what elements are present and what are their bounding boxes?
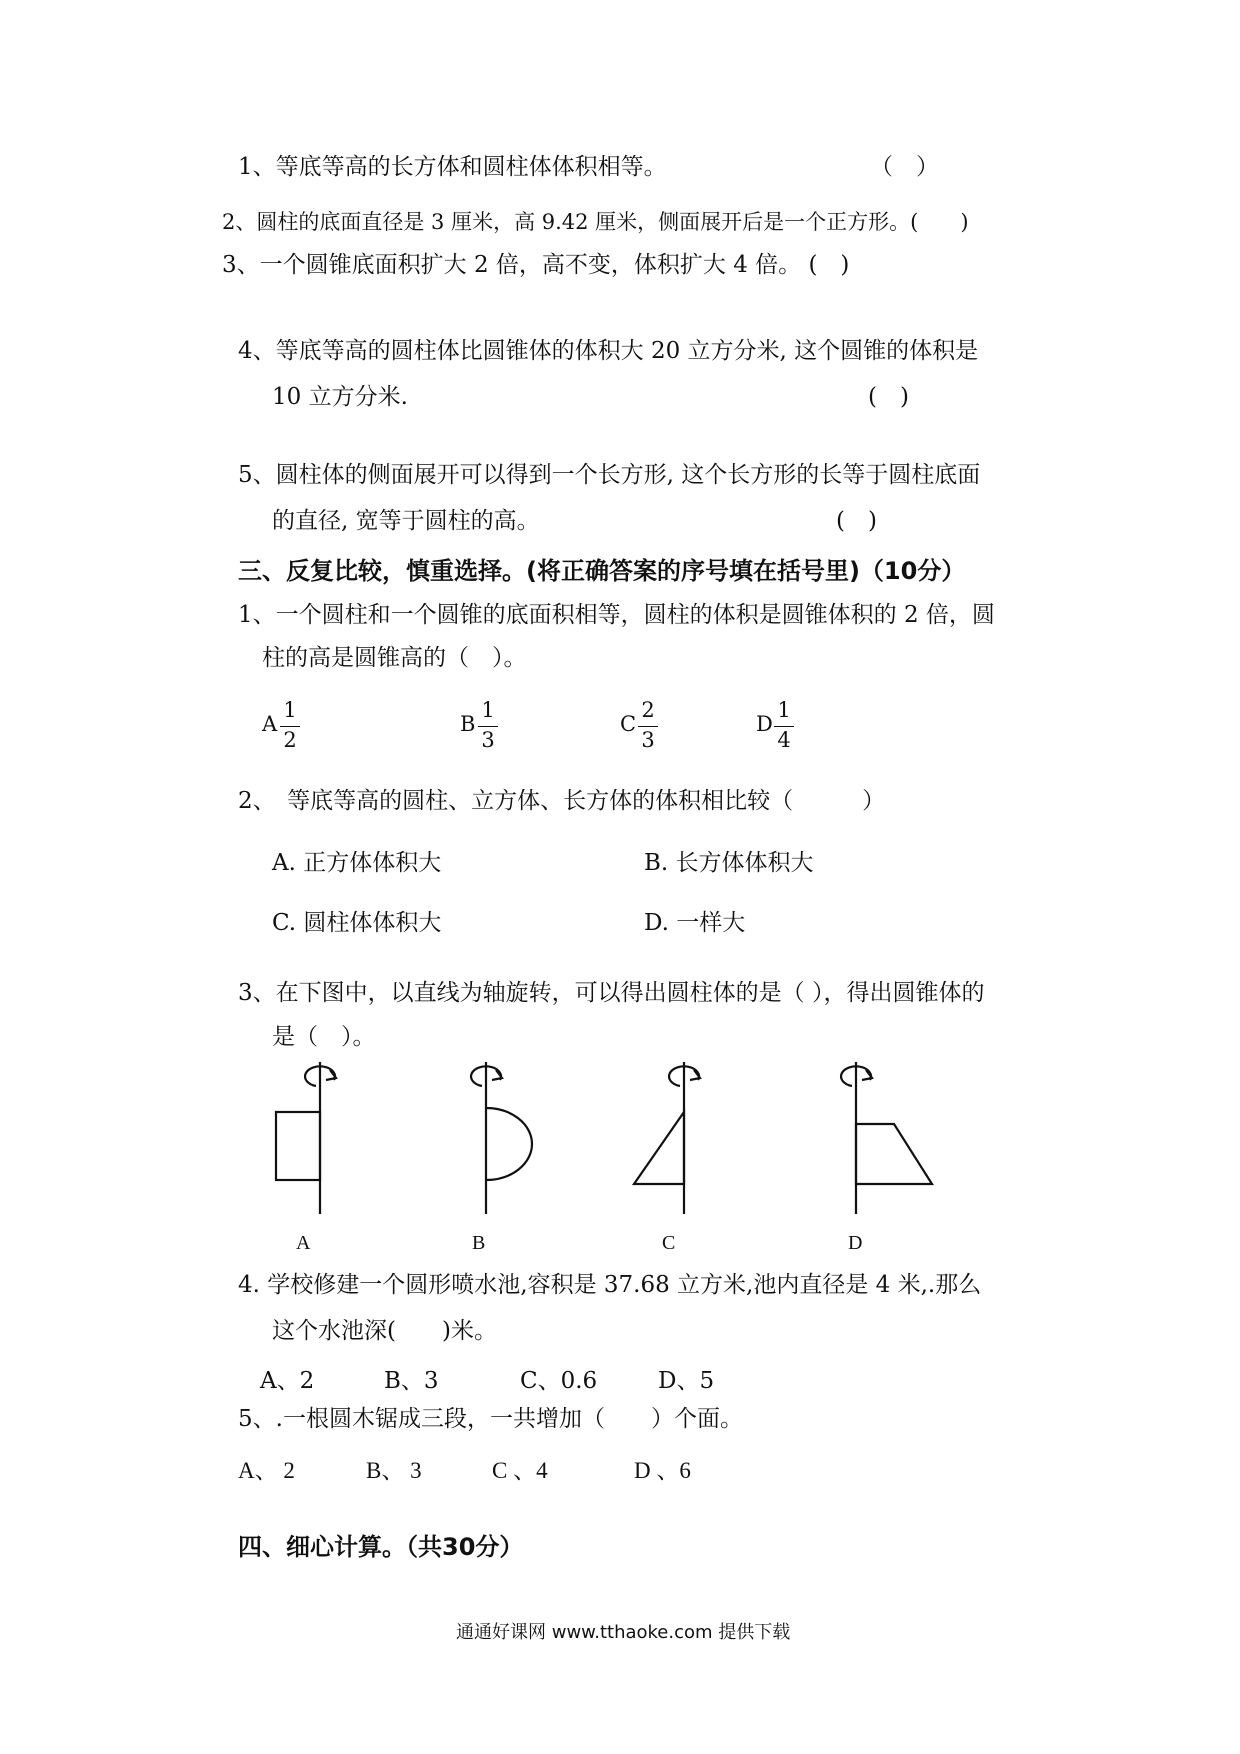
judge-question-4-line1: 4、等底等高的圆柱体比圆锥体的体积大 20 立方分米, 这个圆锥的体积是 bbox=[238, 338, 979, 364]
figure-b-semicircle bbox=[471, 1062, 532, 1214]
judge-question-3: 3、一个圆锥底面积扩大 2 倍，高不变，体积扩大 4 倍。 ( ) bbox=[222, 252, 850, 278]
figure-label-d: D bbox=[848, 1232, 863, 1254]
figure-c-triangle bbox=[634, 1062, 700, 1214]
q5-option-c: C 、4 bbox=[492, 1458, 548, 1483]
footer-credit: 通通好课网 www.tthaoke.com 提供下载 bbox=[456, 1622, 791, 1643]
judge-bracket-4: ( ) bbox=[868, 384, 909, 410]
section-4-title: 四、细心计算。（共30分） bbox=[238, 1533, 524, 1561]
choice-question-4-line1: 4. 学校修建一个圆形喷水池,容积是 37.68 立方米,池内直径是 4 米,.那么 bbox=[238, 1272, 982, 1298]
option-d: D. 一样大 bbox=[644, 910, 746, 936]
section-3-title: 三、反复比较，慎重选择。(将正确答案的序号填在括号里)（10分） bbox=[238, 557, 966, 585]
option-c: C. 圆柱体体积大 bbox=[272, 910, 442, 936]
figure-label-a: A bbox=[296, 1232, 311, 1254]
option-b: B. 长方体体积大 bbox=[644, 850, 814, 876]
q4-option-b: B、3 bbox=[384, 1368, 439, 1394]
choice-question-3-line1: 3、在下图中，以直线为轴旋转，可以得出圆柱体的是（ ），得出圆锥体的 bbox=[238, 980, 985, 1006]
judge-question-1: 1、等底等高的长方体和圆柱体体积相等。 bbox=[238, 154, 667, 180]
figure-a-rectangle bbox=[276, 1062, 336, 1214]
judge-bracket-1: （ ） bbox=[870, 154, 939, 180]
q4-option-c: C、0.6 bbox=[520, 1368, 598, 1394]
judge-question-4-line2: 10 立方分米. bbox=[272, 384, 408, 410]
choice-question-3-line2: 是（ ）。 bbox=[272, 1024, 376, 1050]
figure-label-b: B bbox=[472, 1232, 486, 1254]
q5-option-a: A、 2 bbox=[238, 1458, 295, 1483]
choice-question-1-line2: 柱的高是圆锥高的（ ）。 bbox=[262, 645, 527, 671]
choice-question-2: 2、 等底等高的圆柱、立方体、长方体的体积相比较（ ） bbox=[238, 788, 886, 814]
option-a: A. 正方体体积大 bbox=[272, 850, 442, 876]
figure-d-trapezoid bbox=[841, 1062, 932, 1214]
judge-question-2: 2、圆柱的底面直径是 3 厘米，高 9.42 厘米，侧面展开后是一个正方形。( ) bbox=[222, 210, 969, 234]
q4-option-a: A、2 bbox=[260, 1368, 315, 1394]
choice-question-5: 5、.一根圆木锯成三段，一共增加（ ）个面。 bbox=[238, 1406, 743, 1432]
judge-bracket-5: ( ) bbox=[836, 508, 877, 534]
figure-label-c: C bbox=[662, 1232, 676, 1254]
choice-question-4-line2: 这个水池深( )米。 bbox=[272, 1318, 497, 1344]
q4-option-d: D、5 bbox=[658, 1368, 715, 1394]
q5-option-d: D 、6 bbox=[634, 1458, 691, 1483]
choice-question-1-line1: 1、一个圆柱和一个圆锥的底面积相等，圆柱的体积是圆锥体积的 2 倍，圆 bbox=[238, 602, 995, 628]
q5-option-b: B、 3 bbox=[366, 1458, 422, 1483]
judge-question-5-line2: 的直径, 宽等于圆柱的高。 bbox=[272, 508, 540, 534]
judge-question-5-line1: 5、圆柱体的侧面展开可以得到一个长方形, 这个长方形的长等于圆柱底面 bbox=[238, 462, 981, 488]
